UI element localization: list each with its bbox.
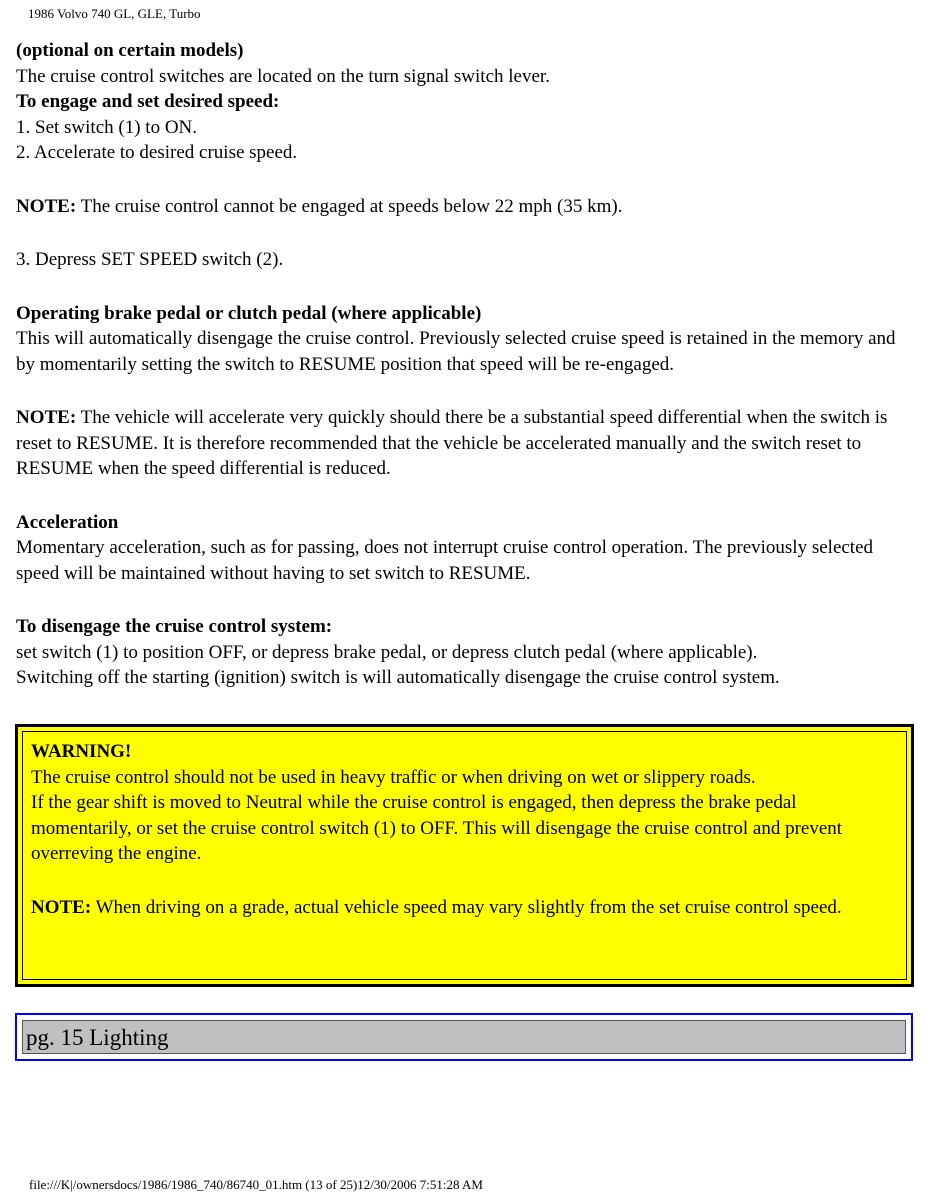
warning-text-1: The cruise control should not be used in heavy traffic or when driving on wet or slippery roads.	[31, 766, 756, 788]
note-label: NOTE:	[16, 407, 77, 428]
disengage-heading: To disengage the cruise control system:	[16, 616, 333, 637]
acceleration-text: Momentary acceleration, such as for passing, does not interrupt cruise control operation. The previously selected speed will be maintained without having to set switch to RESUME.	[16, 537, 874, 584]
warning-box-inner	[22, 731, 907, 980]
acceleration-heading: Acceleration	[16, 511, 119, 533]
warning-title: WARNING!	[31, 741, 132, 762]
warning-box	[15, 724, 914, 987]
disengage-text-1: set switch (1) to position OFF, or depress brake pedal, or depress clutch pedal (where applicable).	[16, 641, 758, 663]
note-label: NOTE:	[16, 195, 77, 217]
step-3: 3. Depress SET SPEED switch (2).	[16, 249, 284, 270]
main-content	[16, 38, 911, 691]
note-text: The vehicle will accelerate very quickly should there be a substantial speed differential when the switch is reset to RESUME. It is therefore recommended that the vehicle be accelerated manually and the switch reset to RESUME when the speed differential is reduced.	[16, 407, 888, 479]
brake-pedal-heading: Operating brake pedal or clutch pedal (where applicable)	[16, 302, 482, 324]
engage-heading: To engage and set desired speed:	[16, 91, 280, 112]
step-2: 2. Accelerate to desired cruise speed.	[16, 142, 298, 163]
page-header: 1986 Volvo 740 GL, GLE, Turbo	[28, 6, 201, 21]
next-page-nav-inner	[22, 1020, 906, 1054]
next-page-link[interactable]: pg. 15 Lighting	[26, 1025, 169, 1050]
brake-pedal-text: This will automatically disengage the cruise control. Previously selected cruise speed is retained in the memory and by momentarily setting the switch to RESUME position that speed will be re-engaged.	[16, 328, 896, 375]
note-text: The cruise control cannot be engaged at speeds below 22 mph (35 km).	[76, 195, 623, 217]
next-page-nav	[15, 1013, 913, 1061]
page-footer-url: file:///K|/ownersdocs/1986/1986_740/86740_01.htm (13 of 25)12/30/2006 7:51:28 AM	[29, 1177, 483, 1192]
note-min-speed	[16, 194, 911, 220]
warning-text-2: If the gear shift is moved to Neutral while the cruise control is engaged, then depress the brake pedal momentarily, or set the cruise control switch (1) to OFF. This will disengage the cruise control and prevent overreving the engine.	[31, 792, 843, 864]
optional-heading: (optional on certain models)	[16, 40, 244, 61]
switch-location-text: The cruise control switches are located on the turn signal switch lever.	[16, 65, 550, 87]
note-resume	[16, 405, 911, 482]
note-label: NOTE:	[31, 896, 92, 918]
note-text: When driving on a grade, actual vehicle speed may vary slightly from the set cruise control speed.	[91, 896, 842, 918]
step-1: 1. Set switch (1) to ON.	[16, 116, 198, 138]
disengage-text-2: Switching off the starting (ignition) switch is will automatically disengage the cruise control system.	[16, 667, 780, 688]
warning-note	[31, 895, 898, 921]
